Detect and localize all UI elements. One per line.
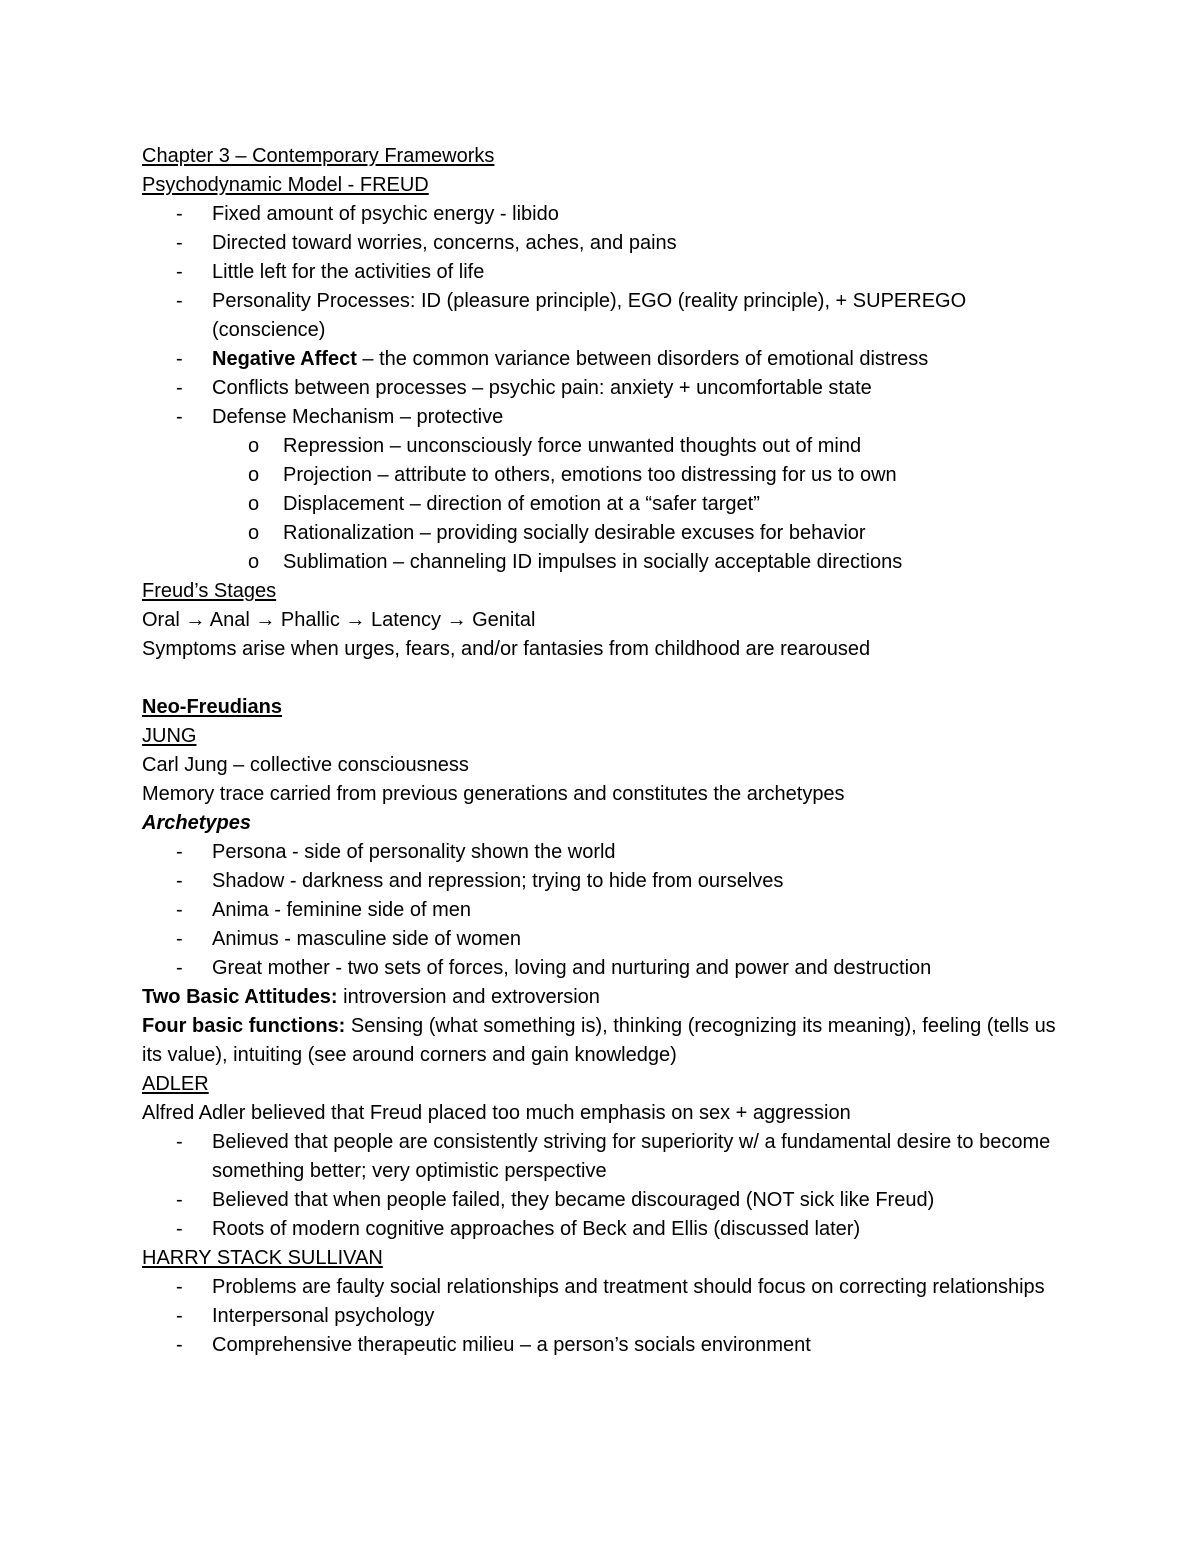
dash-bullet: - — [176, 203, 183, 225]
dash-bullet: - — [176, 870, 183, 892]
list-item: - Animus - masculine side of women — [142, 925, 1072, 954]
document-page — [142, 142, 1072, 1360]
dash-bullet: - — [176, 290, 183, 312]
dash-bullet: - — [176, 1276, 183, 1298]
stages-symptoms: Symptoms arise when urges, fears, and/or fantasies from childhood are rearoused — [142, 638, 871, 660]
dash-bullet: - — [176, 841, 183, 863]
list-item: o Rationalization – providing socially desirable excuses for behavior — [142, 519, 1072, 548]
archetypes-heading: Archetypes — [142, 812, 251, 834]
dash-bullet: - — [176, 1305, 183, 1327]
list-item: - Shadow - darkness and repression; trying to hide from ourselves — [142, 867, 1072, 896]
chapter-title: Chapter 3 – Contemporary Frameworks — [142, 145, 495, 167]
list-item: o Repression – unconsciously force unwanted thoughts out of mind — [142, 432, 1072, 461]
dash-bullet: - — [176, 1131, 183, 1153]
list-item: - Negative Affect – the common variance between disorders of emotional distress — [142, 345, 1072, 374]
list-item: - Problems are faulty social relationships and treatment should focus on correcting relationships — [142, 1273, 1072, 1302]
list-item: - Believed that people are consistently striving for superiority w/ a fundamental desire to become something better; very optimistic perspective — [142, 1128, 1072, 1186]
list-item: - Conflicts between processes – psychic pain: anxiety + uncomfortable state — [142, 374, 1072, 403]
list-item: - Comprehensive therapeutic milieu – a person’s socials environment — [142, 1331, 1072, 1360]
sullivan-heading: HARRY STACK SULLIVAN — [142, 1247, 383, 1269]
dash-bullet: - — [176, 348, 183, 370]
circle-bullet: o — [248, 522, 260, 544]
adler-list — [142, 1128, 1072, 1244]
dash-bullet: - — [176, 899, 183, 921]
circle-bullet: o — [248, 464, 260, 486]
circle-bullet: o — [248, 493, 260, 515]
jung-heading: JUNG — [142, 725, 197, 747]
negative-affect-term: Negative Affect — [212, 348, 357, 370]
dash-bullet: - — [176, 1189, 183, 1211]
list-item: - Roots of modern cognitive approaches of Beck and Ellis (discussed later) — [142, 1215, 1072, 1244]
dash-bullet: - — [176, 1218, 183, 1240]
archetypes-list — [142, 838, 1072, 983]
dash-bullet: - — [176, 232, 183, 254]
dash-bullet: - — [176, 406, 183, 428]
list-item: o Projection – attribute to others, emotions too distressing for us to own — [142, 461, 1072, 490]
neo-freudians-heading: Neo-Freudians — [142, 696, 283, 718]
adler-intro: Alfred Adler believed that Freud placed too much emphasis on sex + aggression — [142, 1102, 851, 1124]
jung-line-1: Carl Jung – collective consciousness — [142, 754, 469, 776]
psychodynamic-heading: Psychodynamic Model - FREUD — [142, 174, 429, 196]
dash-bullet: - — [176, 261, 183, 283]
sullivan-list — [142, 1273, 1072, 1360]
stages-sequence: Oral → Anal → Phallic → Latency → Genital — [142, 609, 536, 631]
list-item: - Anima - feminine side of men — [142, 896, 1072, 925]
dash-bullet: - — [176, 1334, 183, 1356]
list-item: - Defense Mechanism – protective — [142, 403, 1072, 432]
psychodynamic-list — [142, 200, 1072, 432]
list-item: - Fixed amount of psychic energy - libido — [142, 200, 1072, 229]
list-item: - Interpersonal psychology — [142, 1302, 1072, 1331]
list-item: - Persona - side of personality shown the world — [142, 838, 1072, 867]
blank-line — [142, 664, 1072, 693]
adler-heading: ADLER — [142, 1073, 209, 1095]
list-item: o Sublimation – channeling ID impulses in socially acceptable directions — [142, 548, 1072, 577]
list-item: o Displacement – direction of emotion at a “safer target” — [142, 490, 1072, 519]
circle-bullet: o — [248, 551, 260, 573]
dash-bullet: - — [176, 957, 183, 979]
list-item: - Directed toward worries, concerns, aches, and pains — [142, 229, 1072, 258]
dash-bullet: - — [176, 928, 183, 950]
defense-mechanism-list — [142, 432, 1072, 577]
jung-line-2: Memory trace carried from previous generations and constitutes the archetypes — [142, 783, 845, 805]
list-item: - Great mother - two sets of forces, loving and nurturing and power and destruction — [142, 954, 1072, 983]
list-item: - Believed that when people failed, they became discouraged (NOT sick like Freud) — [142, 1186, 1072, 1215]
circle-bullet: o — [248, 435, 260, 457]
list-item: - Little left for the activities of life — [142, 258, 1072, 287]
dash-bullet: - — [176, 377, 183, 399]
list-item: - Personality Processes: ID (pleasure principle), EGO (reality principle), + SUPEREGO (conscience) — [142, 287, 1072, 345]
freud-stages-heading: Freud’s Stages — [142, 580, 277, 602]
four-basic-functions: Four basic functions: Sensing (what something is), thinking (recognizing its meaning), feeling (tells us its value), intuiting (see around corners and gain knowledge) — [142, 1015, 1056, 1066]
two-basic-attitudes: Two Basic Attitudes: introversion and extroversion — [142, 986, 600, 1008]
